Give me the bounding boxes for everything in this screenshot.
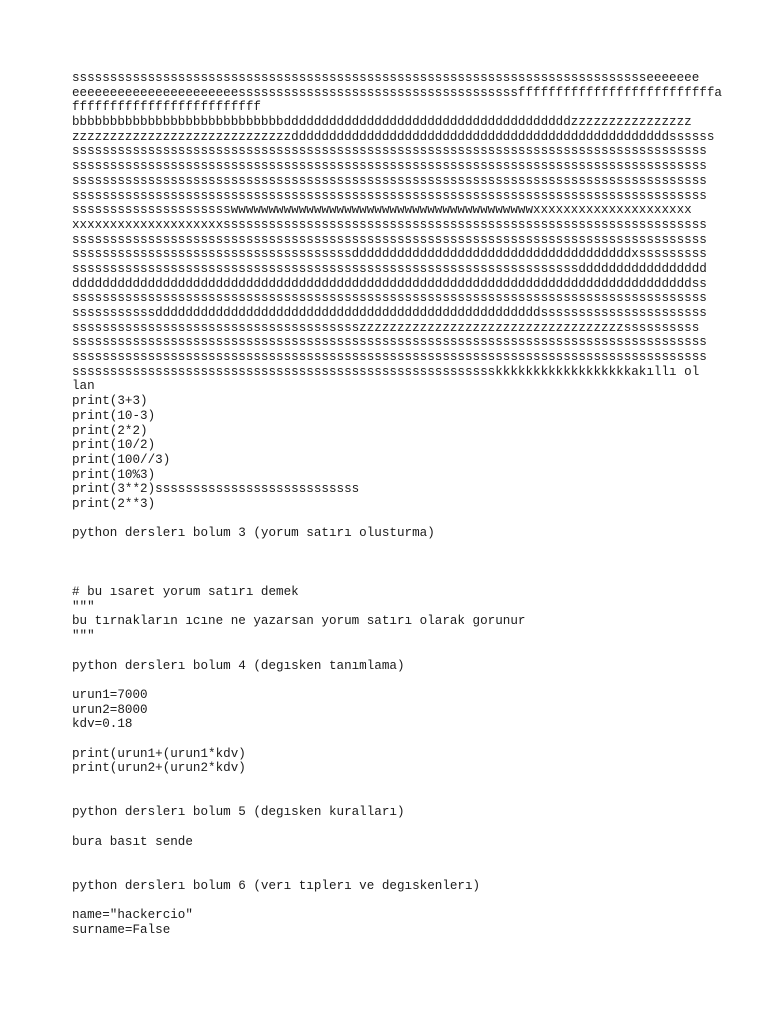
text-line: ssssssssssssssssssssswwwwwwwwwwwwwwwwwwwwwwwwwwwwwwwwwwwwwwwwxxxxxxxxxxxxxxxxxxxxx xyxy=(72,203,692,218)
blank-line xyxy=(72,556,702,571)
text-line: ssssssssssssssssssssssssssssssssssssssssssssssssssssssssssssssssssssssssssssssssssss xyxy=(72,232,707,247)
text-line: python derslerı bolum 5 (degısken kuralları) xyxy=(72,805,405,820)
text-line: print(3+3) xyxy=(72,394,148,409)
text-line: ssssssssssssssssssssssssssssssssssssssssssssssssssssssssssssssssssssssssssssssssssss xyxy=(72,159,707,174)
text-line: bbbbbbbbbbbbbbbbbbbbbbbbbbbbddddddddddddddddddddddddddddddddddddddzzzzzzzzzzzzzzzz xyxy=(72,115,692,130)
text-line: print(2**3) xyxy=(72,496,156,511)
blank-line xyxy=(72,644,702,659)
text-line: sssssssssssdddddddddddddddddddddddddddddddddddddddddddddddddddssssssssssssssssssssss xyxy=(72,306,707,320)
blank-line xyxy=(72,732,702,747)
blank-line xyxy=(72,791,702,806)
text-line: surname=False xyxy=(72,922,171,937)
text-line: python derslerı bolum 6 (verı tıplerı ve degıskenlerı) xyxy=(72,878,481,893)
text-line: """ xyxy=(72,629,95,644)
text-line: python derslerı bolum 3 (yorum satırı olusturma) xyxy=(72,526,435,541)
text-line: zzzzzzzzzzzzzzzzzzzzzzzzzzzzzddddddddddddddddddddddddddddddddddddddddddddddddddssssss xyxy=(72,129,715,144)
text-line: ddddddddddddddddddddddddddddddddddddddddddddddddddddddddddddddddddddddddddddddddddss xyxy=(72,276,707,291)
text-line: bu tırnakların ıcıne ne yazarsan yorum satırı olarak gorunur xyxy=(72,614,526,629)
text-line: print(10%3) xyxy=(72,467,156,482)
text-line: ssssssssssssssssssssssssssssssssssssssssssssssssssssssssssssssssssssssssssssssssssss xyxy=(72,350,707,365)
text-line: xxxxxxxxxxxxxxxxxxxxssssssssssssssssssssssssssssssssssssssssssssssssssssssssssssssss xyxy=(72,217,707,232)
text-line: print(2*2) xyxy=(72,423,148,438)
blank-line xyxy=(72,820,702,835)
text-line: """ xyxy=(72,599,95,614)
text-line: ssssssssssssssssssssssssssssssssssssssssssssssssssssssssssssssssssssssssssssssssssss xyxy=(72,173,707,188)
blank-line xyxy=(72,541,702,556)
text-line: python derslerı bolum 4 (degısken tanımlama) xyxy=(72,658,405,673)
text-line: ssssssssssssssssssssssssssssssssssssssssssssssssssssssssssssssssssssssssssssssssssss xyxy=(72,335,707,350)
text-line: urun2=8000 xyxy=(72,702,148,717)
text-line: print(10-3) xyxy=(72,408,156,423)
text-line: sssssssssssssssssssssssssssssssssssssszzzzzzzzzzzzzzzzzzzzzzzzzzzzzzzzzzzssssssssss xyxy=(72,320,700,335)
text-line: lan xyxy=(72,379,95,394)
blank-line xyxy=(72,673,702,688)
blank-line xyxy=(72,894,702,909)
text-line: sssssssssssssssssssssssssssssssssssssssssssssssssssssssskkkkkkkkkkkkkkkkkkakıllı ol xyxy=(72,364,700,379)
text-line: ssssssssssssssssssssssssssssssssssssssssssssssssssssssssssssssssssssssssssssssssssss xyxy=(72,291,707,306)
text-line: sssssssssssssssssssssssssssssssssssssssssssssssssssssssssssssssssssddddddddddddddddd xyxy=(72,261,707,276)
document-page xyxy=(72,71,722,938)
blank-line xyxy=(72,849,702,864)
text-line: print(100//3) xyxy=(72,452,171,467)
text-line: print(urun2+(urun2*kdv) xyxy=(72,761,246,776)
blank-line xyxy=(72,864,702,879)
blank-line xyxy=(72,570,702,585)
text-line: name="hackercio" xyxy=(72,908,193,923)
text-line: fffffffffffffffffffffffff xyxy=(72,100,261,115)
blank-line xyxy=(72,512,702,527)
text-line: print(3**2)sssssssssssssssssssssssssss xyxy=(72,482,360,497)
text-line: kdv=0.18 xyxy=(72,717,133,732)
text-line: bura basıt sende xyxy=(72,834,193,849)
text-line: print(urun1+(urun1*kdv) xyxy=(72,746,246,761)
text-line: sssssssssssssssssssssssssssssssssssssdddddddddddddddddddddddddddddddddddddxsssssssss xyxy=(72,247,707,262)
text-line: print(10/2) xyxy=(72,438,156,453)
text-line: eeeeeeeeeeeeeeeeeeeeeesssssssssssssssssssssssssssssssssssssffffffffffffffffffffffffffa xyxy=(72,85,722,100)
blank-line xyxy=(72,776,702,791)
text-line: sssssssssssssssssssssssssssssssssssssssssssssssssssssssssssssssssssssssssssseeeeeee xyxy=(72,71,700,85)
text-line: urun1=7000 xyxy=(72,687,148,702)
text-line: ssssssssssssssssssssssssssssssssssssssssssssssssssssssssssssssssssssssssssssssssssss xyxy=(72,144,707,159)
text-line: # bu ısaret yorum satırı demek xyxy=(72,585,299,600)
text-line: ssssssssssssssssssssssssssssssssssssssssssssssssssssssssssssssssssssssssssssssssssss xyxy=(72,188,707,203)
